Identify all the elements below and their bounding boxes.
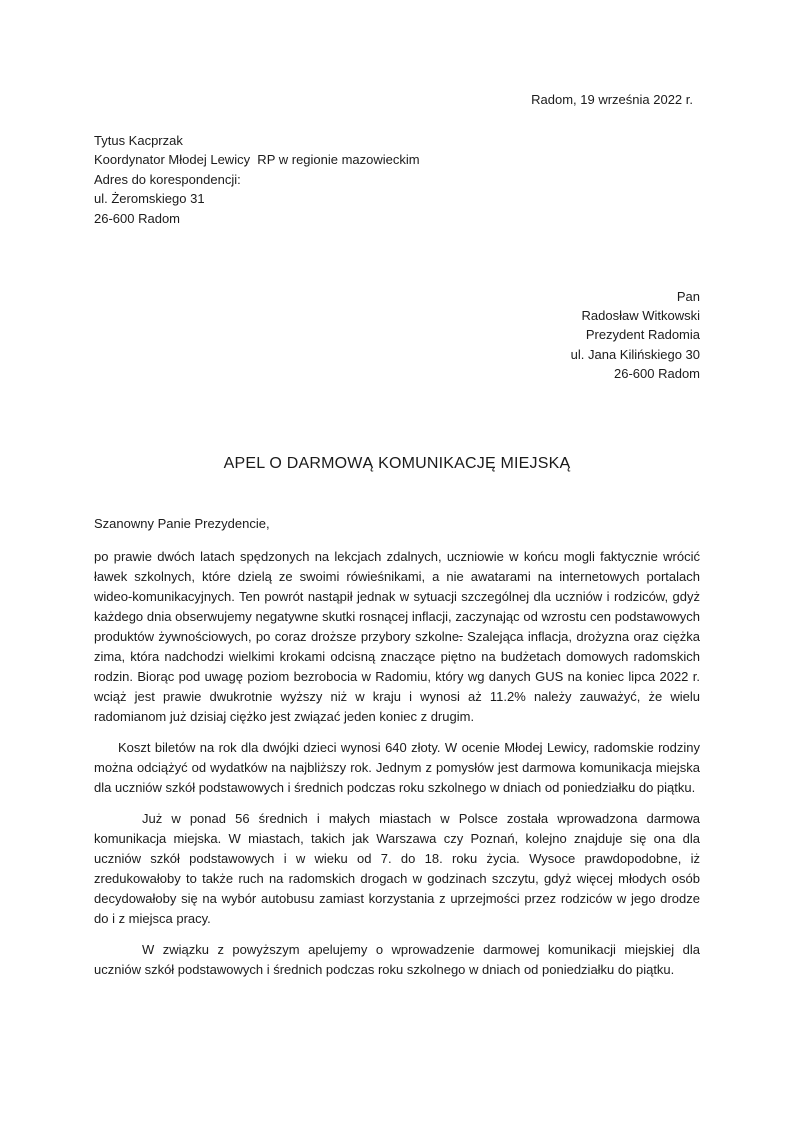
paragraph-closing: W związku z powyższym apelujemy o wprowadzenie darmowej komunikacji miejskiej dla uczniów szkół podstawowych i średnich podczas roku szkolnego w dniach od poniedziałku do piątku. (94, 942, 700, 977)
date-line: Radom, 19 września 2022 r. (531, 92, 693, 107)
strikethrough-period: . (459, 629, 463, 644)
paragraph-intro (94, 547, 700, 727)
recipient-block (571, 287, 700, 383)
letter-title: APEL O DARMOWĄ KOMUNIKACJĘ MIEJSKĄ (223, 455, 571, 472)
sender-role: Koordynator Młodej Lewicy RP w regionie mazowieckim (94, 152, 420, 168)
letter-body (94, 514, 700, 991)
greeting: Szanowny Panie Prezydencie, (94, 516, 270, 531)
paragraph-intro-continued: Szalejąca inflacja, drożyzna oraz ciężka zima, która nadchodzi wielkimi krokami odcisną znaczące piętno na budżetach domowych radomskich rodzin. Biorąc pod uwagę poziom bezrobocia w Radomiu, który wg danych GUS na koniec lipca 2022 r. wciąż jest prawie dwukrotnie wyższy niż w kraju i wynosi aż 11.2% należy zauważyć, że wielu radomianom już dzisiaj ciężko jest związać jeden koniec z drugim. (94, 629, 701, 724)
paragraph-cost: Koszt biletów na rok dla dwójki dzieci wynosi 640 złoty. W ocenie Młodej Lewicy, radomskie rodziny można odciążyć od wydatków na najbliższy rok. Jednym z pomysłów jest darmowa komunikacja miejska dla uczniów szkół podstawowych i średnich podczas roku szkolnego w dniach od poniedziałku do piątku. (94, 740, 700, 795)
recipient-title: Prezydent Radomia (585, 327, 700, 343)
sender-address-label: Adres do korespondencji: (94, 171, 241, 187)
sender-block (94, 131, 420, 228)
recipient-salutation: Pan (676, 289, 700, 304)
recipient-name: Radosław Witkowski (581, 308, 700, 324)
paragraph-intro-text: po prawie dwóch latach spędzonych na lekcjach zdalnych, uczniowie w końcu mogli faktycznie wrócić ławek szkolnych, które dzielą ze swoimi rówieśnikami, a nie awatarami na internetowych portalach wideo-komunikacyjnych. Ten powrót nastąpił jednak w sytuacji szczególnej dla uczniów i rodziców, gdyż każdego dnia obserwujemy negatywne skutki rosnącej inflacji, zaczynając od wzrostu cen podstawowych produktów żywnościowych, po coraz droższe przybory szkolne (94, 549, 700, 644)
sender-street: ul. Żeromskiego 31 (94, 191, 205, 207)
recipient-city: 26-600 Radom (614, 365, 700, 381)
paragraph-cities: Już w ponad 56 średnich i małych miastach w Polsce została wprowadzona darmowa komunikacja miejska. W miastach, takich jak Warszawa czy Poznań, kolejno znajduje się ona dla uczniów szkół podstawowych i w wieku od 7. do 18. roku życia. Wysoce prawdopodobne, iż zredukowałoby to także ruch na radomskich drogach w godzinach szczytu, gdyż więcej młodych osób decydowałoby się na wybór autobusu zamiast korzystania z uprzejmości przez rodziców w jego drodze do i z miejsca pracy. (94, 811, 700, 926)
recipient-street: ul. Jana Kilińskiego 30 (570, 346, 700, 362)
sender-name: Tytus Kacprzak (94, 133, 183, 148)
sender-city: 26-600 Radom (94, 210, 180, 226)
